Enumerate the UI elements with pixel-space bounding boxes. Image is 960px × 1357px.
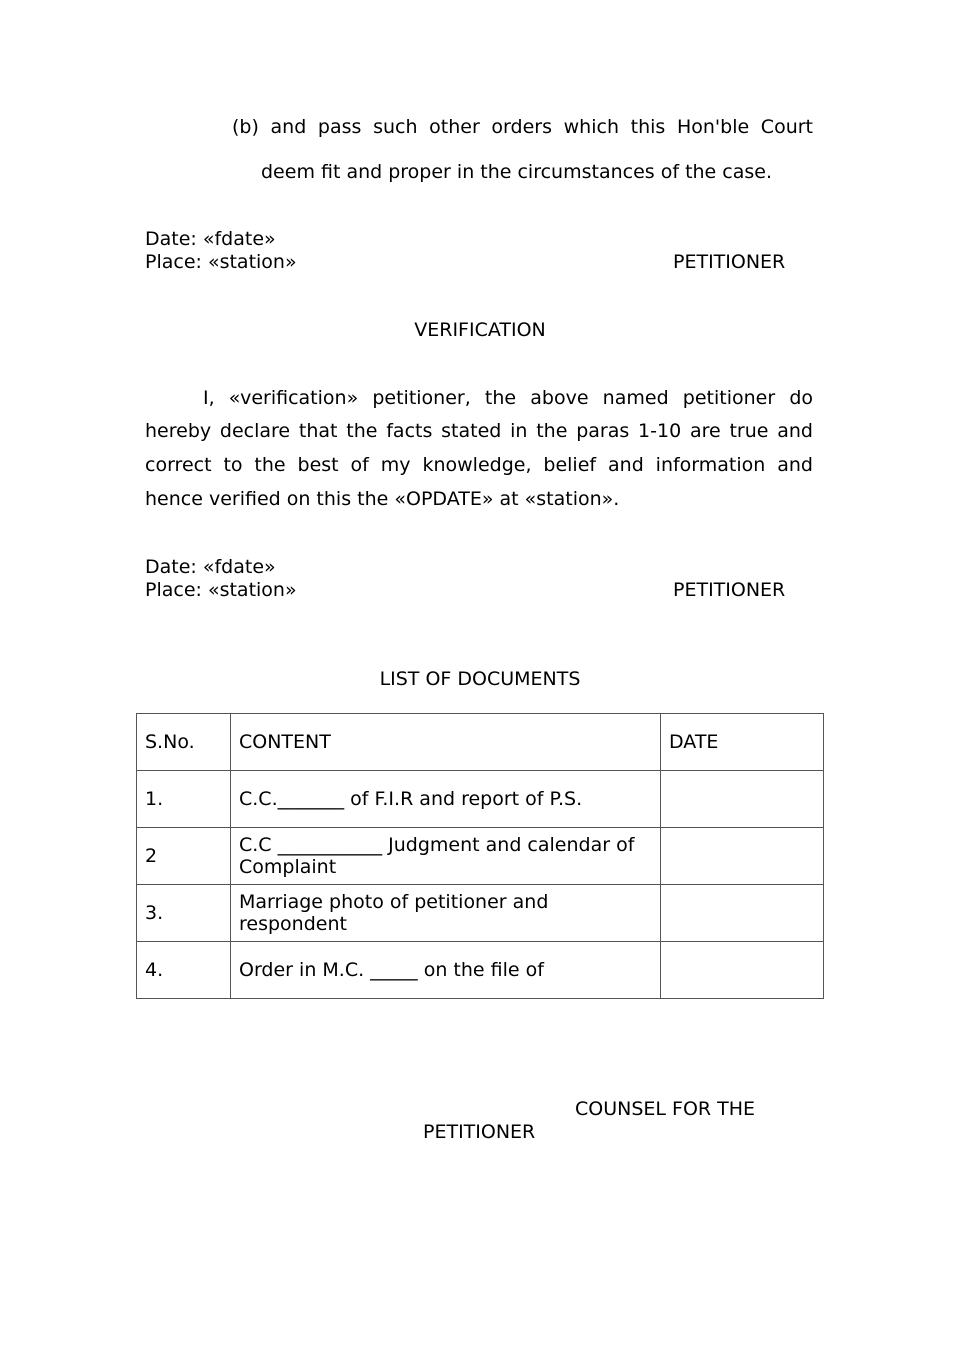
documents-table <box>136 713 824 999</box>
table-header-row <box>137 714 824 771</box>
column-header-date: DATE <box>661 714 824 771</box>
counsel-label-line-1: COUNSEL FOR THE <box>575 1098 756 1120</box>
row-date <box>661 828 824 885</box>
row-content: C.C ___________ Judgment and calendar of Complaint <box>231 828 661 885</box>
documents-heading: LIST OF DOCUMENTS <box>379 668 581 690</box>
verification-line-3: correct to the best of my knowledge, belief and information and <box>145 454 813 476</box>
row-sno: 1. <box>137 771 231 828</box>
place-field: Place: «station» <box>145 579 297 601</box>
row-date <box>661 885 824 942</box>
row-sno: 2 <box>137 828 231 885</box>
table-row <box>137 942 824 999</box>
row-sno: 4. <box>137 942 231 999</box>
verification-line-1: I, «verification» petitioner, the above named petitioner do <box>203 387 813 409</box>
column-header-sno: S.No. <box>137 714 231 771</box>
row-sno: 3. <box>137 885 231 942</box>
row-content: C.C._______ of F.I.R and report of P.S. <box>231 771 661 828</box>
prayer-line-1: (b) and pass such other orders which this Hon'ble Court <box>232 116 813 138</box>
verification-line-2: hereby declare that the facts stated in the paras 1-10 are true and <box>145 420 813 442</box>
petitioner-signature-label: PETITIONER <box>673 579 786 601</box>
place-field: Place: «station» <box>145 251 297 273</box>
row-date <box>661 771 824 828</box>
verification-line-4: hence verified on this the «OPDATE» at «station». <box>145 488 620 510</box>
table-row <box>137 828 824 885</box>
date-field: Date: «fdate» <box>145 556 276 578</box>
prayer-line-2: deem fit and proper in the circumstances of the case. <box>261 161 773 183</box>
row-content: Order in M.C. _____ on the file of <box>231 942 661 999</box>
petitioner-signature-label: PETITIONER <box>673 251 786 273</box>
column-header-content: CONTENT <box>231 714 661 771</box>
row-date <box>661 942 824 999</box>
row-content: Marriage photo of petitioner and respondent <box>231 885 661 942</box>
date-field: Date: «fdate» <box>145 228 276 250</box>
verification-heading: VERIFICATION <box>414 319 546 341</box>
table-row <box>137 885 824 942</box>
table-row <box>137 771 824 828</box>
counsel-label-line-2: PETITIONER <box>423 1121 536 1143</box>
